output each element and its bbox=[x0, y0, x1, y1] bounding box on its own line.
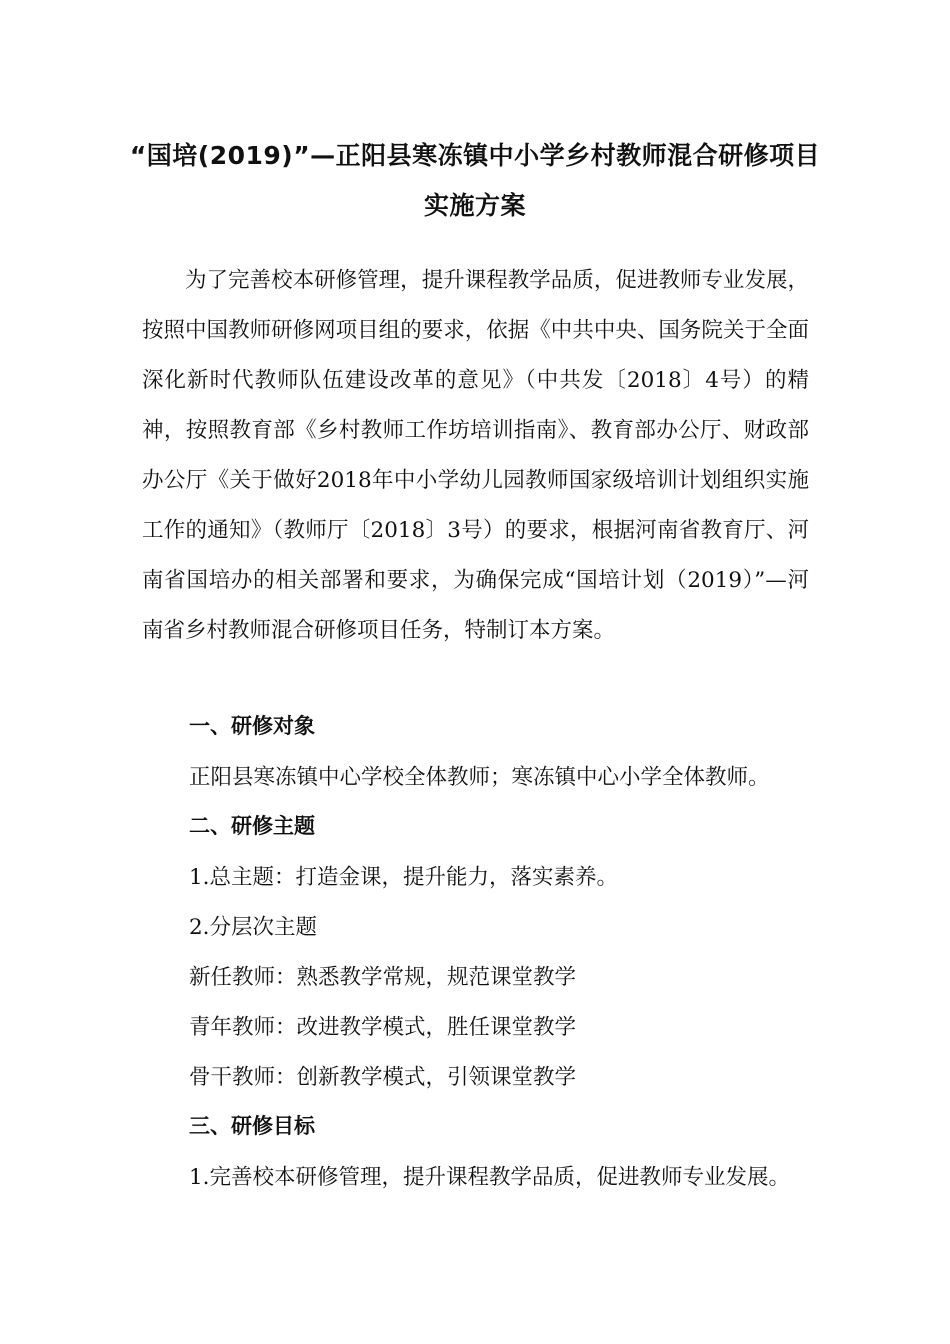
theme-new-teachers: 新任教师：熟悉教学常规，规范课堂教学 bbox=[189, 965, 577, 990]
goal-item-1: 1.完善校本研修管理，提升课程教学品质，促进教师专业发展。 bbox=[189, 1165, 791, 1190]
theme-item-overall: 1.总主题：打造金课，提升能力，落实素养。 bbox=[189, 865, 619, 890]
theme-core-teachers: 骨干教师：创新教学模式，引领课堂教学 bbox=[189, 1065, 577, 1090]
theme-item-tiered: 2.分层次主题 bbox=[189, 915, 318, 940]
theme-young-teachers: 青年教师：改进教学模式，胜任课堂教学 bbox=[189, 1015, 577, 1040]
document-title: “国培(2019)”—正阳县寒冻镇中小学乡村教师混合研修项目 bbox=[129, 141, 821, 170]
audience-text: 正阳县寒冻镇中心学校全体教师；寒冻镇中心小学全体教师。 bbox=[189, 765, 770, 790]
section-heading-theme: 二、研修主题 bbox=[189, 814, 315, 838]
section-heading-goals: 三、研修目标 bbox=[189, 1114, 315, 1138]
document-title-continued: 实施方案 bbox=[423, 191, 526, 220]
section-heading-audience: 一、研修对象 bbox=[189, 714, 315, 738]
intro-paragraph: 为了完善校本研修管理，提升课程教学品质，促进教师专业发展，按照中国教师研修网项目组的要求，依据《中共中央、国务院关于全面深化新时代教师队伍建设改革的意见》（中共发〔2018〕4号）的精神，按照教育部《乡村教师工作坊培训指南》、教育部办公厅、财政部办公厅《关于做好2018年中小学幼儿园教师国家级培训计划组织实施工作的通知》（教师厅〔2018〕3号）的要求，根据河南省教育厅、河南省国培办的相关部署和要求，为确保完成“国培计划（2019）”—河南省乡村教师混合研修项目任务，特制订本方案。 bbox=[142, 268, 809, 643]
